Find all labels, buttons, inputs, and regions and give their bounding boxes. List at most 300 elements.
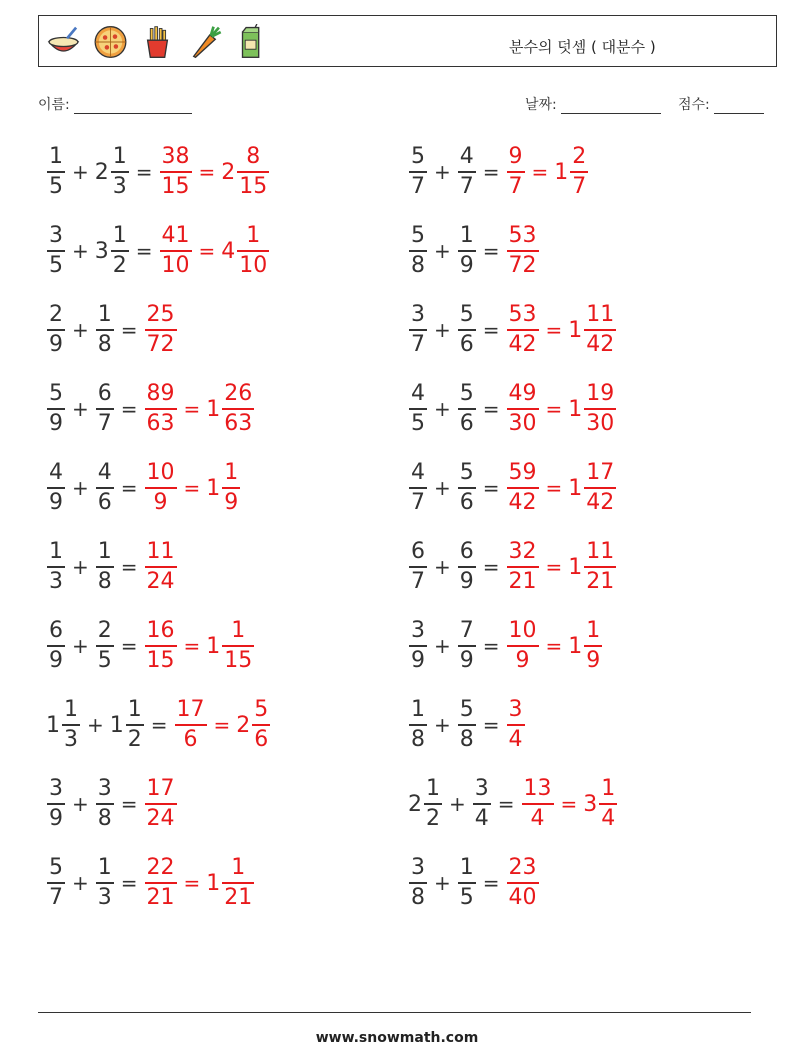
fraction [222,461,240,515]
fraction-bar [252,724,270,726]
fraction [507,224,539,278]
equals-sign: = [497,792,515,816]
whole-part: 2 [94,159,109,185]
numerator: 1 [426,776,440,801]
numerator: 3 [411,302,425,327]
fraction [252,698,270,752]
denominator: 5 [411,411,425,436]
fraction [409,698,427,752]
numerator: 22 [146,855,175,880]
fraction-bar [409,487,427,489]
fraction [237,145,269,199]
plus-sign: + [434,318,451,342]
plus-sign: + [87,713,104,737]
fraction-bar [47,487,65,489]
numerator: 7 [459,618,474,643]
denominator: 3 [49,569,63,594]
equals-sign: = [150,713,168,737]
worksheet-title: 분수의 덧셈 ( 대분수 ) [509,38,656,56]
fraction [145,461,177,515]
numerator: 1 [231,855,246,880]
mixed-number [95,224,130,278]
plus-sign: + [72,160,89,184]
numerator: 1 [459,855,474,880]
fraction-bar [409,724,427,726]
fraction [458,619,476,673]
mixed-number [206,382,255,436]
mixed-number [457,698,477,752]
fraction-bar [145,803,177,805]
fraction-bar [96,803,114,805]
problem-item [408,142,589,202]
fraction-bar [237,171,269,173]
fraction [409,382,427,436]
fraction-bar [175,724,207,726]
fraction-bar [62,724,80,726]
mixed-number [408,619,428,673]
fraction [507,698,525,752]
fraction [47,856,65,910]
denominator: 8 [97,569,112,594]
numerator: 1 [459,223,474,248]
answer [144,540,178,594]
fraction-bar [507,882,539,884]
answer [144,461,242,515]
problem-item [408,458,617,518]
fraction [458,698,476,752]
mixed-number [506,382,540,436]
fraction-bar [409,566,427,568]
problem-item [46,853,255,913]
equals-sign: = [135,160,153,184]
answer [506,856,540,910]
answer-equals-sign: = [213,713,231,737]
whole-part: 1 [568,475,583,501]
fraction [47,540,65,594]
fraction [424,777,442,831]
denominator: 6 [183,727,198,752]
fraction-bar [96,566,114,568]
numerator: 38 [161,144,190,169]
plus-sign: + [72,397,89,421]
fraction-bar [570,171,588,173]
fraction-bar [599,803,617,805]
answer-equals-sign: = [545,476,563,500]
fraction-bar [145,408,177,410]
carrot-icon [186,24,223,60]
fraction [507,145,525,199]
fraction [237,224,269,278]
numerator: 19 [586,381,615,406]
denominator: 63 [146,411,175,436]
fraction-bar [160,250,192,252]
denominator: 6 [459,490,474,515]
mixed-number [457,382,477,436]
mixed-number [506,461,540,515]
equals-sign: = [135,239,153,263]
whole-part: 1 [206,870,221,896]
equals-sign: = [482,713,500,737]
fraction [111,145,129,199]
fraction-bar [584,487,616,489]
answer [144,777,178,831]
plus-sign: + [72,634,89,658]
denominator: 5 [49,174,63,199]
answer-equals-sign: = [183,476,201,500]
numerator: 2 [49,302,63,327]
fraction-bar [458,408,476,410]
mixed-number [568,461,617,515]
fraction [409,856,427,910]
numerator: 6 [411,539,425,564]
numerator: 53 [508,223,537,248]
denominator: 9 [459,648,474,673]
answer-equals-sign: = [545,397,563,421]
whole-part: 2 [408,791,422,817]
mixed-number [457,540,477,594]
fraction [222,856,254,910]
fraction-bar [507,487,539,489]
fraction [507,540,539,594]
numerator: 25 [146,302,175,327]
plus-sign: + [434,871,451,895]
numerator: 49 [508,381,537,406]
answer [144,856,256,910]
denominator: 3 [112,174,127,199]
numerator: 1 [586,618,601,643]
equals-sign: = [120,792,138,816]
mixed-number [236,698,271,752]
mixed-number [506,303,540,357]
problem-item [408,300,617,360]
problem-item [46,458,241,518]
numerator: 5 [254,697,269,722]
mixed-number [46,224,66,278]
whole-part: 1 [568,396,583,422]
whole-part: 1 [46,712,60,738]
mixed-number [457,619,477,673]
fraction-bar [47,566,65,568]
answer [506,303,618,357]
mixed-number [506,540,540,594]
fraction [458,856,476,910]
fraction [175,698,207,752]
fraction [47,303,65,357]
mixed-number [144,382,178,436]
problem-item [408,537,617,597]
equals-sign: = [120,634,138,658]
equals-sign: = [482,160,500,184]
mixed-number [457,145,477,199]
fraction [584,461,616,515]
fraction-bar [409,329,427,331]
fraction [458,145,476,199]
numerator: 13 [523,776,552,801]
whole-part: 1 [554,159,569,185]
answer [506,461,618,515]
denominator: 10 [161,253,190,278]
name-blank[interactable] [74,99,192,114]
plus-sign: + [434,555,451,579]
numerator: 11 [586,302,615,327]
fraction [47,145,65,199]
denominator: 9 [49,648,63,673]
numerator: 11 [586,539,615,564]
denominator: 21 [146,885,175,910]
fraction-bar [409,645,427,647]
numerator: 5 [49,855,63,880]
numerator: 59 [508,460,537,485]
fraction-bar [96,329,114,331]
denominator: 9 [49,411,63,436]
rice-bowl-icon [45,24,82,60]
fraction-bar [584,408,616,410]
pizza-icon [92,24,129,60]
equals-sign: = [482,476,500,500]
denominator: 2 [112,253,127,278]
denominator: 21 [586,569,615,594]
numerator: 6 [97,381,112,406]
equals-sign: = [482,555,500,579]
numerator: 4 [411,381,425,406]
numerator: 32 [508,539,537,564]
fraction-bar [458,250,476,252]
numerator: 17 [146,776,175,801]
numerator: 3 [97,776,112,801]
denominator: 40 [508,885,537,910]
fraction-bar [507,724,525,726]
mixed-number [506,856,540,910]
mixed-number [408,856,428,910]
fraction-bar [458,645,476,647]
name-label: 이름: [38,97,70,113]
whole-part: 1 [206,633,221,659]
numerator: 6 [49,618,63,643]
denominator: 9 [224,490,239,515]
fraction [584,540,616,594]
numerator: 1 [97,539,112,564]
denominator: 4 [474,806,489,831]
denominator: 30 [586,411,615,436]
answer-equals-sign: = [545,555,563,579]
fraction [47,461,65,515]
denominator: 15 [146,648,175,673]
denominator: 8 [411,885,425,910]
fraction [599,777,617,831]
fraction-bar [458,487,476,489]
denominator: 21 [224,885,253,910]
fraction-bar [47,408,65,410]
fraction [409,619,427,673]
mixed-number [457,303,477,357]
answer [159,145,271,199]
numerator: 5 [459,302,474,327]
answer [506,224,540,278]
denominator: 42 [586,332,615,357]
answer-equals-sign: = [198,239,216,263]
fraction-bar [222,487,240,489]
fraction-bar [96,882,114,884]
denominator: 5 [97,648,112,673]
equals-sign: = [482,239,500,263]
mixed-number [46,382,66,436]
denominator: 5 [459,885,474,910]
fraction [160,145,192,199]
numerator: 1 [112,223,127,248]
numerator: 1 [112,144,127,169]
mixed-number [144,540,178,594]
fraction [96,461,114,515]
mixed-number [472,777,492,831]
mixed-number [506,145,526,199]
denominator: 42 [586,490,615,515]
plus-sign: + [72,239,89,263]
denominator: 5 [49,253,63,278]
numerator: 3 [474,776,489,801]
mixed-number [408,461,428,515]
answer-equals-sign: = [198,160,216,184]
denominator: 8 [411,727,425,752]
denominator: 24 [146,569,175,594]
fraction [409,224,427,278]
plus-sign: + [72,792,89,816]
fraction [507,382,539,436]
fraction [145,856,177,910]
fraction [47,619,65,673]
header-icons [45,24,270,60]
date-field[interactable] [525,94,661,114]
fraction-bar [111,171,129,173]
numerator: 1 [601,776,616,801]
answer-equals-sign: = [183,871,201,895]
fraction-bar [96,487,114,489]
denominator: 63 [224,411,253,436]
denominator: 15 [161,174,190,199]
denominator: 9 [459,569,474,594]
fraction-bar [111,250,129,252]
equals-sign: = [482,871,500,895]
plus-sign: + [434,634,451,658]
answer-equals-sign: = [545,318,563,342]
fraction [409,540,427,594]
denominator: 9 [49,806,63,831]
fraction-bar [458,329,476,331]
score-field[interactable] [678,94,764,114]
numerator: 4 [459,144,474,169]
answer-equals-sign: = [183,397,201,421]
mixed-number [408,698,428,752]
fraction-bar [47,803,65,805]
answer [506,698,526,752]
fraction [458,540,476,594]
score-blank[interactable] [714,99,764,114]
fraction [145,303,177,357]
problem-item [408,695,526,755]
denominator: 6 [97,490,112,515]
mixed-number [554,145,589,199]
fraction-bar [473,803,491,805]
fraction-bar [458,566,476,568]
denominator: 4 [530,806,545,831]
fraction [507,461,539,515]
answer [159,224,271,278]
fraction-bar [47,882,65,884]
equals-sign: = [482,634,500,658]
mixed-number [46,461,66,515]
plus-sign: + [434,713,451,737]
numerator: 5 [459,381,474,406]
mixed-number [95,145,130,199]
mixed-number [46,145,66,199]
equals-sign: = [120,476,138,500]
equals-sign: = [482,397,500,421]
mixed-number [159,145,193,199]
answer [506,382,618,436]
mixed-number [568,619,603,673]
fraction [458,224,476,278]
fraction-bar [145,882,177,884]
numerator: 3 [411,618,425,643]
name-field[interactable] [38,94,192,114]
problem-item [408,379,617,439]
numerator: 1 [246,223,261,248]
denominator: 21 [508,569,537,594]
fraction [47,382,65,436]
fraction-bar [409,250,427,252]
numerator: 3 [508,697,523,722]
mixed-number [46,777,66,831]
plus-sign: + [72,476,89,500]
mixed-number [408,224,428,278]
fraction [96,382,114,436]
answer [174,698,272,752]
mixed-number [95,303,115,357]
denominator: 9 [153,490,168,515]
fraction-bar [145,566,177,568]
whole-part: 1 [568,633,583,659]
fraction-bar [126,724,144,726]
problem-item [408,221,540,281]
problem-item [46,379,255,439]
mixed-number [521,777,555,831]
mixed-number [221,145,270,199]
denominator: 15 [239,174,268,199]
date-blank[interactable] [561,99,661,114]
fraction [96,540,114,594]
plus-sign: + [72,871,89,895]
numerator: 17 [176,697,205,722]
numerator: 1 [231,618,246,643]
denominator: 8 [97,806,112,831]
numerator: 10 [508,618,537,643]
problem-item [46,300,178,360]
whole-part: 2 [221,159,236,185]
numerator: 1 [49,144,63,169]
fraction-bar [96,408,114,410]
fraction [458,461,476,515]
denominator: 8 [411,253,425,278]
plus-sign: + [449,792,466,816]
fraction [409,303,427,357]
mixed-number [408,540,428,594]
fraction [409,461,427,515]
footer-divider [38,1012,751,1013]
mixed-number [110,698,145,752]
mixed-number [174,698,208,752]
numerator: 1 [49,539,63,564]
fraction [222,619,254,673]
mixed-number [159,224,193,278]
